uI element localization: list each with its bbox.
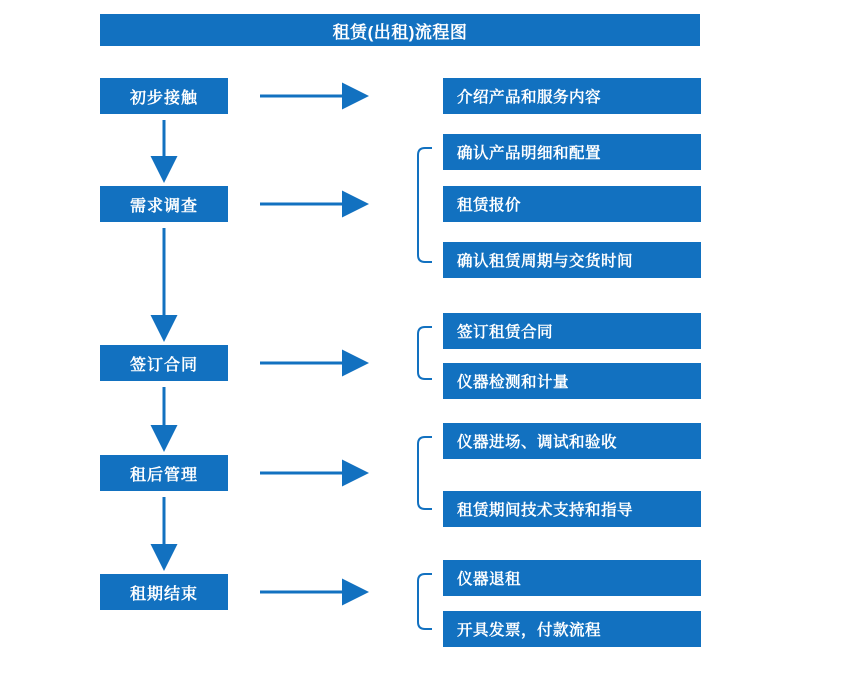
detail-box: 介绍产品和服务内容 xyxy=(443,78,701,114)
stage-box: 初步接触 xyxy=(100,78,228,114)
detail-box: 签订租赁合同 xyxy=(443,313,701,349)
stage-box: 签订合同 xyxy=(100,345,228,381)
detail-box: 租赁报价 xyxy=(443,186,701,222)
detail-box: 仪器进场、调试和验收 xyxy=(443,423,701,459)
stage-box: 需求调查 xyxy=(100,186,228,222)
bracket-connectors xyxy=(418,148,432,629)
detail-box: 确认租赁周期与交货时间 xyxy=(443,242,701,278)
detail-box: 租赁期间技术支持和指导 xyxy=(443,491,701,527)
detail-box: 确认产品明细和配置 xyxy=(443,134,701,170)
diagram-title: 租赁(出租)流程图 xyxy=(100,14,700,46)
stage-box: 租期结束 xyxy=(100,574,228,610)
detail-box: 仪器检测和计量 xyxy=(443,363,701,399)
detail-box: 开具发票，付款流程 xyxy=(443,611,701,647)
detail-box: 仪器退租 xyxy=(443,560,701,596)
horizontal-arrows xyxy=(260,96,366,592)
stage-box: 租后管理 xyxy=(100,455,228,491)
